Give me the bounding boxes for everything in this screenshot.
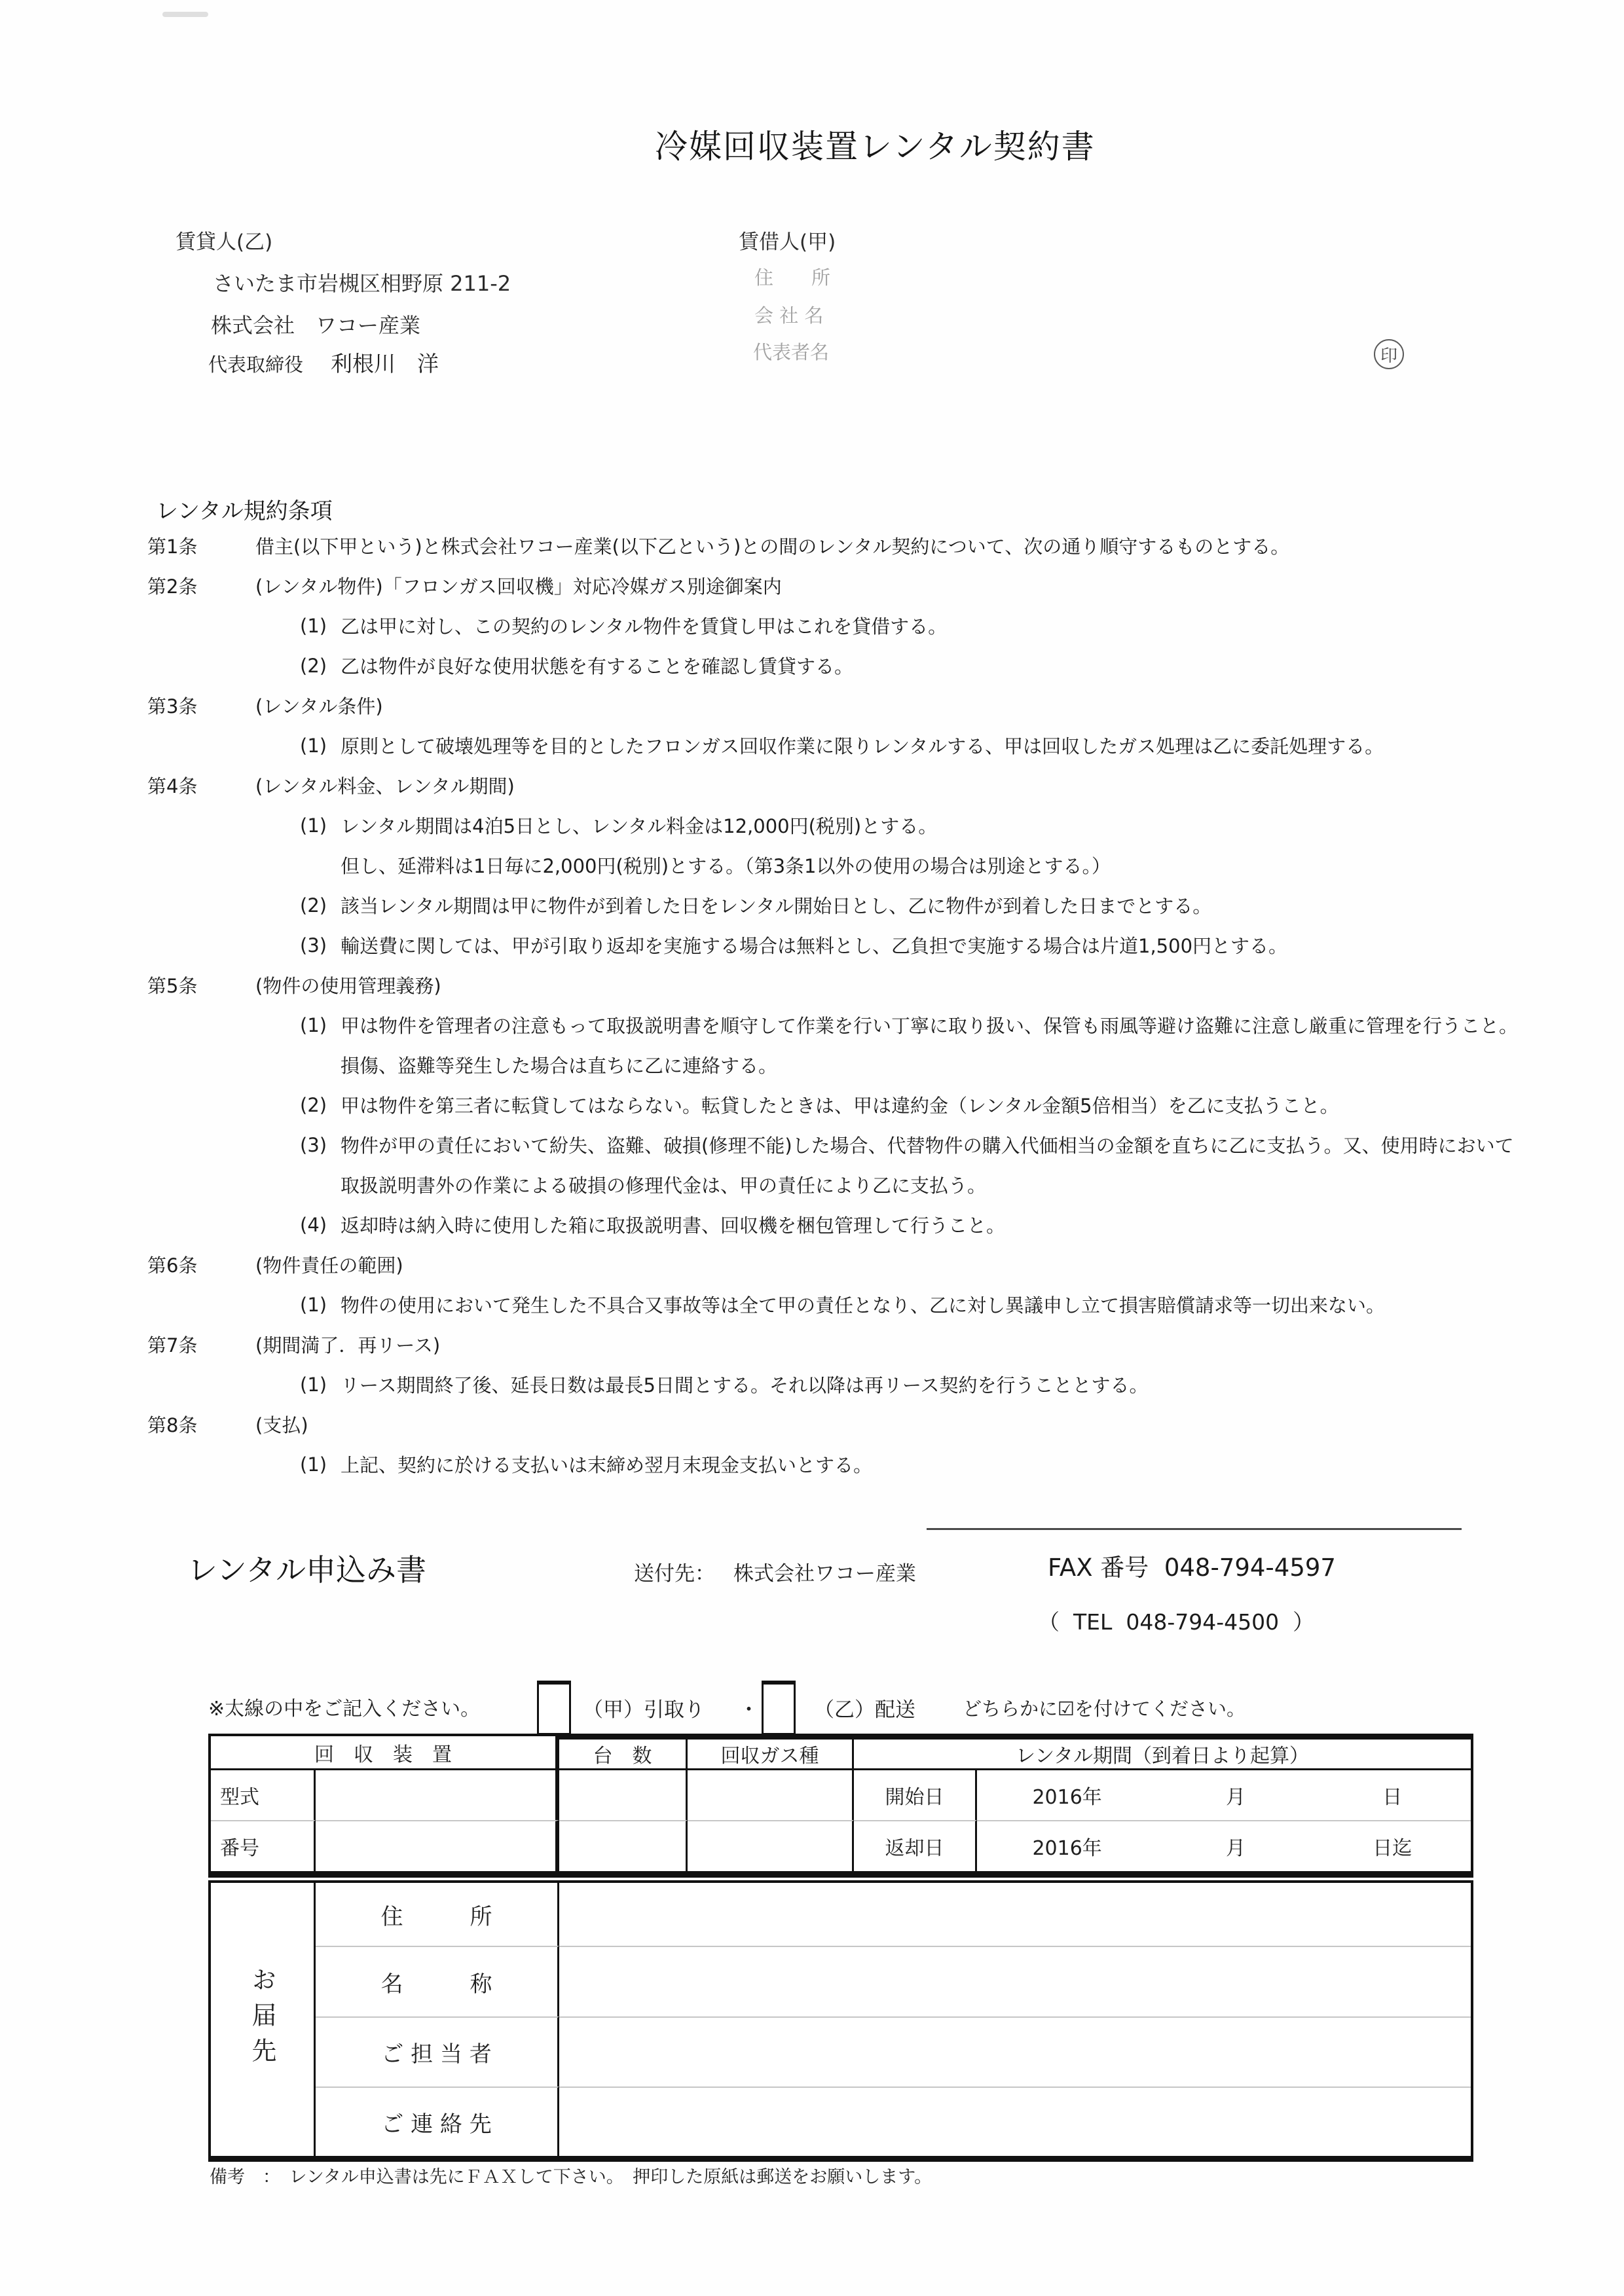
- delivery-contact-person-input[interactable]: [559, 2016, 1471, 2086]
- term-line: [147, 566, 1518, 606]
- term-line: [147, 805, 1518, 845]
- delivery-section-label: お届先: [211, 1883, 316, 2156]
- item-text: 物件が甲の責任において紛失、盗難、破損(修理不能)した場合、代替物件の購入代価相当の金額を直ちに乙に支払う。又、使用時において: [341, 1135, 1514, 1157]
- article-number: 第2条: [147, 575, 198, 598]
- item-text: 輸送費に関しては、甲が引取り返却を実施する場合は無料とし、乙負担で実施する場合は片道1,500円とする。: [341, 935, 1288, 957]
- article-number: 第5条: [147, 975, 198, 997]
- item-marker: (3): [300, 1133, 327, 1156]
- item-text: 取扱説明書外の作業による破損の修理代金は、甲の責任により乙に支払う。: [341, 1175, 987, 1197]
- application-heading: レンタル申込み書: [187, 1552, 427, 1588]
- item-marker: (4): [300, 1213, 327, 1236]
- item-marker: (1): [300, 734, 327, 757]
- delivery-name-label: 名 称: [316, 1946, 559, 2016]
- gas-type-input-cell[interactable]: [688, 1770, 854, 1820]
- article-number: 第1条: [147, 536, 198, 558]
- lessee-address-label: 住 所: [754, 266, 831, 289]
- lessor-rep-title: 代表取締役: [208, 354, 304, 376]
- terms-heading: レンタル規約条項: [156, 498, 333, 524]
- delivery-address-input[interactable]: [559, 1883, 1471, 1946]
- article-number: 第6条: [147, 1254, 198, 1277]
- term-line: [147, 765, 1518, 805]
- term-line: [147, 1364, 1518, 1404]
- term-line: [147, 1005, 1518, 1045]
- term-line: [147, 1045, 1518, 1085]
- term-line: [147, 1165, 1518, 1205]
- item-text: 原則として破壊処理等を目的としたフロンガス回収作業に限りレンタルする、甲は回収したガス処理は乙に委託処理する。: [341, 735, 1384, 757]
- sendto-line: [634, 1557, 916, 1586]
- term-line: [147, 526, 1518, 566]
- delivery-option-label: （乙）配送: [814, 1698, 915, 1722]
- term-line: [147, 1205, 1518, 1245]
- term-line: [147, 1085, 1518, 1125]
- item-text: 甲は物件を第三者に転貸してはならない。転貸したときは、甲は違約金（レンタル金額5倍相当）を乙に支払うこと。: [341, 1095, 1339, 1117]
- return-date-label: 返却日: [854, 1820, 977, 1871]
- item-marker: (2): [300, 1093, 327, 1116]
- item-marker: (1): [300, 814, 327, 837]
- term-line: [147, 1245, 1518, 1285]
- lessor-heading: 賃貸人(乙): [175, 230, 273, 254]
- lessor-address: さいたま市岩槻区相野原 211-2: [213, 271, 511, 296]
- pickup-checkbox[interactable]: [537, 1681, 571, 1737]
- article-text: (レンタル料金、レンタル期間): [255, 775, 515, 797]
- item-text: 但し、延滞料は1日毎に2,000円(税別)とする。（第3条1以外の使用の場合は別途とする。）: [341, 855, 1111, 877]
- lessee-company-label: 会 社 名: [754, 304, 824, 327]
- item-text: 甲は物件を管理者の注意もって取扱説明書を順守して作業を行い丁寧に取り扱い、保管も雨風等避け盗難に注意し厳重に管理を行うこと。: [341, 1015, 1519, 1037]
- item-text: 損傷、盗難等発生した場合は直ちに乙に連絡する。: [341, 1055, 778, 1077]
- item-marker: (1): [300, 1013, 327, 1036]
- fill-instruction: ※太線の中をご記入ください。: [208, 1698, 481, 1721]
- start-date-label: 開始日: [854, 1770, 977, 1820]
- header-gas-type: 回収ガス種: [688, 1734, 854, 1770]
- term-line: [147, 885, 1518, 925]
- start-year: 2016年: [1032, 1786, 1102, 1809]
- delivery-checkbox[interactable]: [762, 1681, 796, 1737]
- header-rental-period: レンタル期間（到着日より起算）: [854, 1734, 1471, 1770]
- start-day: 日: [1382, 1786, 1403, 1809]
- seal-stamp-mark: [1374, 339, 1404, 369]
- fax-number: FAX 番号 048-794-4597: [1048, 1554, 1336, 1582]
- article-text: (物件の使用管理義務): [255, 975, 441, 997]
- term-line: [147, 1404, 1518, 1444]
- application-table: [208, 1734, 1473, 1878]
- article-number: 第4条: [147, 775, 198, 797]
- model-input-cell[interactable]: [316, 1770, 559, 1820]
- delivery-address-table: [208, 1880, 1473, 2162]
- terms-list: [147, 526, 1518, 1484]
- term-line: [147, 845, 1518, 885]
- article-number: 第7条: [147, 1334, 198, 1357]
- check-instruction: どちらかに☑を付けてください。: [963, 1698, 1246, 1720]
- article-text: (期間満了．再リース): [255, 1334, 441, 1357]
- article-text: (レンタル条件): [255, 695, 383, 718]
- article-text: (支払): [255, 1414, 308, 1436]
- lessee-representative-label: 代表者名: [753, 341, 830, 363]
- sendto-value: 株式会社ワコー産業: [733, 1562, 916, 1586]
- header-quantity: 台 数: [559, 1734, 688, 1770]
- horizontal-rule: [927, 1528, 1462, 1530]
- tel-number: （ TEL 048-794-4500 ）: [1038, 1609, 1315, 1635]
- delivery-phone-label: ご 連 絡 先: [316, 2086, 559, 2156]
- number-input-cell[interactable]: [316, 1820, 559, 1871]
- term-line: [147, 646, 1518, 685]
- item-marker: (3): [300, 934, 327, 957]
- article-number: 第8条: [147, 1414, 198, 1436]
- item-marker: (1): [300, 1293, 327, 1316]
- term-line: [147, 965, 1518, 1005]
- lessor-rep-name: 利根川 洋: [331, 351, 439, 376]
- item-marker: (1): [300, 1373, 327, 1396]
- delivery-name-input[interactable]: [559, 1946, 1471, 2016]
- number-row-label: 番号: [211, 1820, 316, 1871]
- item-text: 乙は甲に対し、この契約のレンタル物件を賃貸し甲はこれを貸借する。: [341, 615, 948, 638]
- lessor-company: 株式会社 ワコー産業: [211, 313, 421, 338]
- term-line: [147, 725, 1518, 765]
- delivery-address-label: 住 所: [316, 1883, 559, 1946]
- item-marker: (1): [300, 1453, 327, 1476]
- start-date-cell[interactable]: [977, 1770, 1471, 1820]
- article-number: 第3条: [147, 695, 198, 718]
- page-title: 冷媒回収装置レンタル契約書: [655, 128, 1096, 166]
- option-separator-dot: ・: [739, 1698, 759, 1722]
- delivery-contact-person-label: ご 担 当 者: [316, 2016, 559, 2086]
- remark-note: 備考 ： レンタル申込書は先にＦＡＸして下さい。 押印した原紙は郵送をお願いします。: [210, 2167, 932, 2187]
- item-text: 該当レンタル期間は甲に物件が到着した日をレンタル開始日とし、乙に物件が到着した日までとする。: [341, 895, 1212, 917]
- term-line: [147, 1125, 1518, 1165]
- quantity-input-cell2[interactable]: [559, 1820, 688, 1871]
- header-device: 回 収 装 置: [211, 1734, 559, 1770]
- item-text: レンタル期間は4泊5日とし、レンタル料金は12,000円(税別)とする。: [341, 815, 938, 837]
- article-text: (物件責任の範囲): [255, 1254, 403, 1277]
- article-text: (レンタル物件)「フロンガス回収機」対応冷媒ガス別途御案内: [255, 575, 782, 598]
- item-marker: (2): [300, 654, 327, 677]
- sendto-label: 送付先：: [634, 1562, 715, 1586]
- seal-character: 印: [1380, 346, 1397, 366]
- item-text: 上記、契約に於ける支払いは末締め翌月末現金支払いとする。: [341, 1454, 873, 1476]
- return-day: 日迄: [1373, 1837, 1412, 1860]
- item-text: 物件の使用において発生した不具合又事故等は全て甲の責任となり、乙に対し異議申し立て損害賠償請求等一切出来ない。: [341, 1294, 1386, 1317]
- return-month: 月: [1225, 1837, 1246, 1860]
- term-line: [147, 1444, 1518, 1484]
- term-line: [147, 925, 1518, 965]
- term-line: [147, 1324, 1518, 1364]
- return-date-cell[interactable]: [977, 1820, 1471, 1871]
- delivery-phone-input[interactable]: [559, 2086, 1471, 2156]
- lessee-heading: 賃借人(甲): [739, 230, 836, 254]
- term-line: [147, 1285, 1518, 1324]
- return-year: 2016年: [1032, 1837, 1102, 1860]
- scan-artifact: [162, 12, 208, 17]
- item-text: 乙は物件が良好な使用状態を有することを確認し賃貸する。: [341, 655, 854, 678]
- pickup-option-label: （甲）引取り: [583, 1698, 705, 1722]
- article-text: 借主(以下甲という)と株式会社ワコー産業(以下乙という)との間のレンタル契約について、次の通り順守するものとする。: [255, 536, 1290, 558]
- lessor-representative: [208, 347, 439, 378]
- gas-type-input-cell2[interactable]: [688, 1820, 854, 1871]
- term-line: [147, 606, 1518, 646]
- item-marker: (2): [300, 894, 327, 917]
- item-text: リース期間終了後、延長日数は最長5日間とする。それ以降は再リース契約を行うこととする。: [341, 1374, 1149, 1396]
- model-row-label: 型式: [211, 1770, 316, 1820]
- term-line: [147, 685, 1518, 725]
- item-text: 返却時は納入時に使用した箱に取扱説明書、回収機を梱包管理して行うこと。: [341, 1214, 1006, 1237]
- start-month: 月: [1225, 1786, 1246, 1809]
- quantity-input-cell[interactable]: [559, 1770, 688, 1820]
- item-marker: (1): [300, 614, 327, 637]
